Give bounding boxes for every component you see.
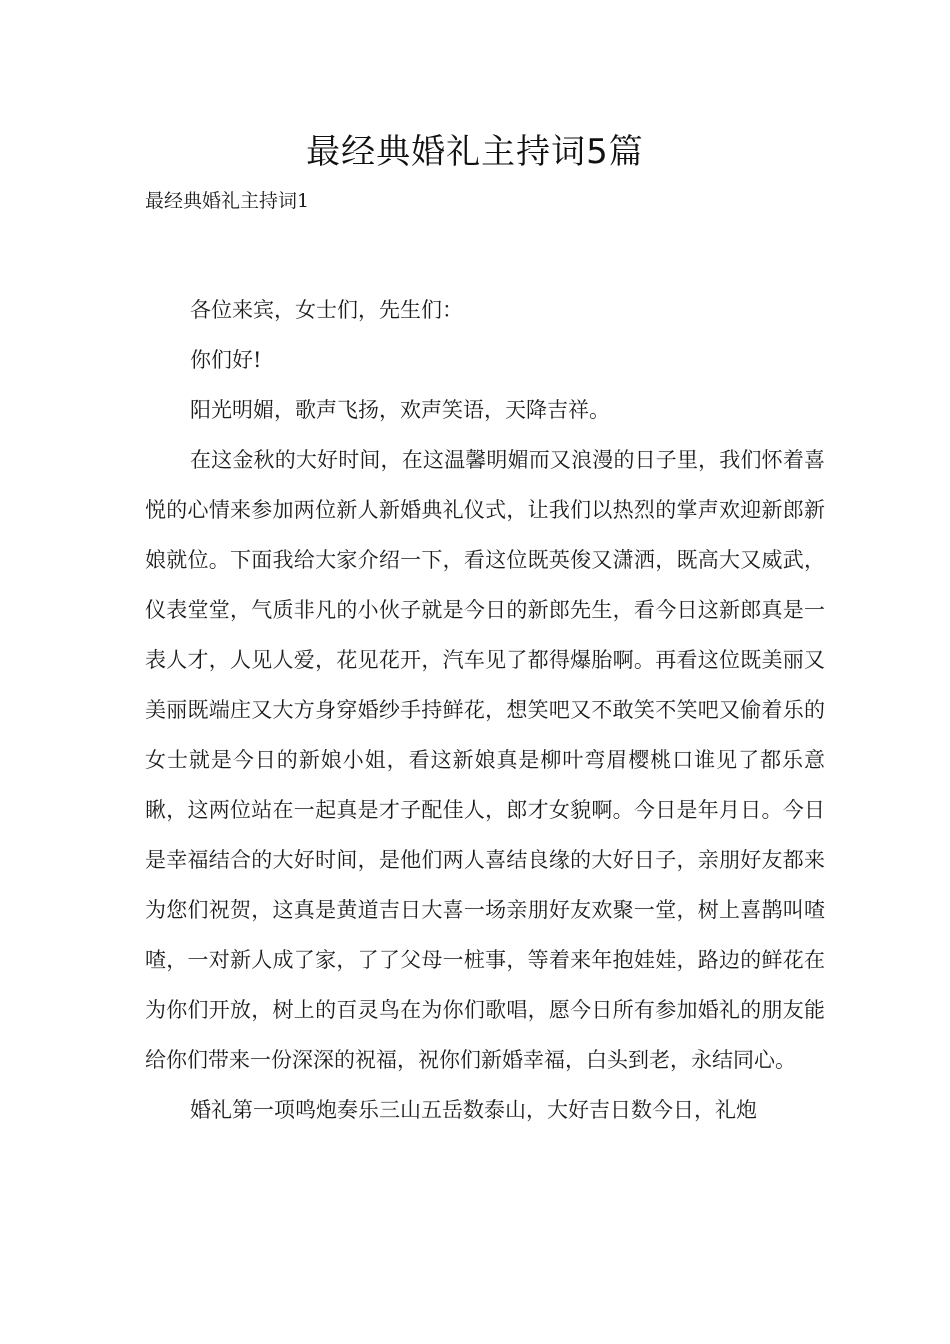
- paragraph: 各位来宾，女士们，先生们：: [190, 298, 463, 322]
- paragraph: 你们好!: [190, 348, 262, 372]
- paragraph: 阳光明媚，歌声飞扬，欢声笑语，天降吉祥。: [190, 398, 610, 422]
- section-heading: 最经典婚礼主持词1: [145, 190, 310, 212]
- document-title: 最经典婚礼主持词5篇: [306, 132, 644, 172]
- paragraph: 婚礼第一项鸣炮奏乐三山五岳数泰山，大好吉日数今日，礼炮: [190, 1098, 757, 1122]
- paragraph: 在这金秋的大好时间，在这温馨明媚而又浪漫的日子里，我们怀着喜悦的心情来参加两位新人新婚典礼仪式，让我们以热烈的掌声欢迎新郎新娘就位。下面我给大家介绍一下，看这位既英俊又潇洒，既高大又威武，仪表堂堂，气质非凡的小伙子就是今日的新郎先生，看今日这新郎真是一表人才，人见人爱，花见花开，汽车见了都得爆胎啊。再看这位既美丽又美丽既端庄又大方身穿婚纱手持鲜花，想笑吧又不敢笑不笑吧又偷着乐的女士就是今日的新娘小姐，看这新娘真是柳叶弯眉樱桃口谁见了都乐意瞅，这两位站在一起真是才子配佳人，郎才女貌啊。今日是年月日。今日是幸福结合的大好时间，是他们两人喜结良缘的大好日子，亲朋好友都来为您们祝贺，这真是黄道吉日大喜一场亲朋好友欢聚一堂，树上喜鹊叫喳喳，一对新人成了家，了了父母一桩事，等着来年抱娃娃，路边的鲜花在为你们开放，树上的百灵鸟在为你们歌唱，愿今日所有参加婚礼的朋友能给你们带来一份深深的祝福，祝你们新婚幸福，白头到老，永结同心。: [145, 448, 825, 1072]
- document-body: [145, 285, 825, 1135]
